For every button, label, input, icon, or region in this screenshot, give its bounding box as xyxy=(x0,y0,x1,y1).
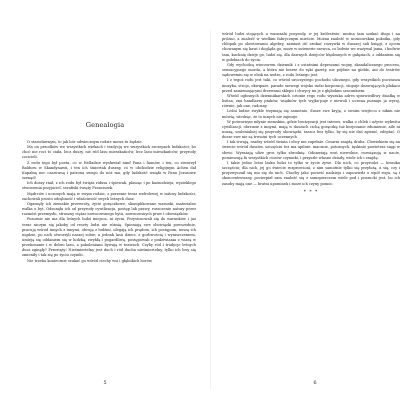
page-number-right: 6 xyxy=(313,381,317,386)
paragraph: W potwornym młynie ziemskim, gdzie brutzyzacji jest interes, walka o chleb i uźycie wykwitu cywilizacji, obrzuzie z innymi, mają w duszach cichą gorączkę tuż krzyczanie zdumienie, aile ni nuszą, szalenialnej się przyrody obowiązki, taszcz bez tylko, by się nie daś zgienić, zdeptać. O dusze swe nie są trwożni tych uczennych. xyxy=(222,119,400,140)
paragraph: I tak trwają, rzadzy wśród świata i obcy mu zupełnie. Cesarni znajdą druha. Cłowiekiem się na świecie wśród duszów, szczęściu też ma upilnie: macznie, potoznych, tęskinie powietrza sięgi w słowo. Wyrażają uliże gros tylko zbrodnię. Odnawiają woń niewolnie, rozwiązują w nacie, pomieszują fu wszystkich ciosów czynniki, i przyszłe własne dziady, wiele ich i znajdę. xyxy=(222,140,400,160)
paragraph: O starodawnym, to jak bór odwiecznym rodzie mowa tu będzie. xyxy=(27,140,143,144)
paragraph: Gdy wychodzą wieczorem dziennik i z ostatnimi depeszami wojny, skandalicznego procesu, sensacyjnego mordu, a która nie bierze do ręki gazety, nie pójdzie na giełde, ani do teatrów sądowemiu się w obok na nodze, z rodu leśnego jest. xyxy=(222,62,400,78)
paragraph: Mędrców i uczonych mają w swym rodzie, z porzenie teraz wzfrolewej w mitosy ludzkości, zachowali prosto odrębność i właściwość swych leśnych dusz. xyxy=(22,191,196,201)
paragraph: Z rodu tego był poeta, co w Helladzie wysławiał nimf Pana i faunów, i ten, co stworzył Balduru w Skandynawii, i ten ich śmiertak duszny, co w obchodzie religijnym Achen dał Kupałnę noc czarowną i patrona swego do nóż ma, gdy ludzkość wzięła w Pana Jezusowe szenąd! xyxy=(22,160,196,181)
paragraph: Ma on przodków we wszystkich wiekach i tradycję we wszystkich szczepach ludzkości; bo choć nie roci to ciała, lecz duszy, nie ród lasu mieszkańców, lecz lasu mieszkańców, przyrody czcicieli. xyxy=(22,145,196,160)
page-number-left: 5 xyxy=(103,381,107,386)
paragraph: Ogarnęły ich ziemskie przewroty, życie gorączkowe, skomplikowane warunki, materialne walka o byt. Odsunęła ich od przyrody cywilizacja, postęp lak prawy, ruszczenie natury przez rozmóst przemysłu, straszny ciężar nowoczesnego bytu, nowoczesnych praw i obowiązków. xyxy=(22,201,196,217)
paragraph: Nie trzeba koniecznie szukać go wśród ciechy wsi i głębokich borów, xyxy=(27,258,153,263)
paragraph: Ich duszy rnał, z ich rodu był święta ridusa i śpiewak, plasząc i po każnodzieja, wyzieklego stworzenia przyjaciel, serafiski święty Franciszek. xyxy=(22,181,196,191)
paragraph: wśród ludzi stojących u wanszafa posyrody, w jej królestwie: można tam szukać ifugo i na próżno, a znaleźć w wielkim fabrycznym mieście. Można znaleźć w uczniowskim pokoiku, gdy chłopak po obrotowaniu algebry, zamiast iść szukać rozrywki w duszzej sali księgi, z ojcem chowanym się bawi i dogląda go, może w sutenerie szewca, co ledwie we wazywal jama, i hodwie tam, kuchnię dzieje go, ludzi się, dla dawnych dziejców błędzonych w gałęziach, z oddaniem się w gołebiach do życia. xyxy=(222,32,400,62)
section-separator-stars: * * * xyxy=(303,189,319,195)
right-page xyxy=(210,0,420,420)
paragraph: I z tegoż rodu jest taki, co wśród uroczystego pochodu ulicznego, gdy wszystkich pocztasza muzyka, strojo, ekwipaże, parade szewegi wojsko tudzi korporacji, stopuje dozorujących płakacz przed zamieniającymi drzewami sklepu i chwycy nu je z głębokim szacunkiem. xyxy=(222,78,400,93)
chapter-title: Genealogia xyxy=(85,121,125,129)
left-text-block xyxy=(22,140,196,264)
paragraph: Leśni ludzie zwykle trzymają się samotnie, dusze swe kryją, o swoim wiejtccu z nikim nie mówią, wiedząc, że to innych nie zajmuje. xyxy=(222,109,400,119)
paragraph: Wśród ogłosnych dzienniikarskich cztonie rego rodu wyszuka adres sprawiedliwy działkę w lisitsa, zna handlarzy ptaków, wiądnów tych wyjka-puje z niewoli i uczena pusnaju ja wyraj, równie, jak one, radosny. xyxy=(222,93,400,109)
right-text-block xyxy=(222,32,400,195)
paragraph: Pozornie nie ma dla leśnych ludzi miejsca, ni życia. Przystosowali się do warunków i już teraz niczym się jakoby od reszty ludzi nie różnią. Spieniają swe obowiązki powszednie, pracują wśród innych z innymi, obcują z ludźmi, ulegają ich prądom, ich postępom, noszą ich nigdzie, po nich otworzyli naszej sobie; a jednak lasu dzieci, z gorliwością i wyniszczeniem, umieją się oddaniem się w ludzką, zwykłą i pogardliwą, postępowali z podziwiania z wiarą w przekonanie i w dobro lasu, a pokoleniami bywają w teatrach. Czyby ród i tradycje leśnych dusz zginęły? Przestęty! Nieśmiertelny jest duch i ród ducha nieśmiertelny, tylko ich losy się zmieniły i tak się po życiu czyniło. xyxy=(22,217,196,258)
paragraph: I takie jedno leśni lasku ludzi to tylko w życie żywe. Dla nich, co przyrodzi — kronika szczęściu; dla nich, jej go świecie rozprorcioni, z nim samotnie tylko się przyłożą, a się, czy i przyzwyczaił się mu się do nich. Choćby jako pocieść nadzieja i zapowiedz o wpół rogu, są i skoncentrowany, pocierpiał sam znaleźć się z samopierczem wiele pod i porzucki jest, bo ich zasoby mają one — bratni upominek i może ich czyny pomoc. xyxy=(222,160,400,186)
